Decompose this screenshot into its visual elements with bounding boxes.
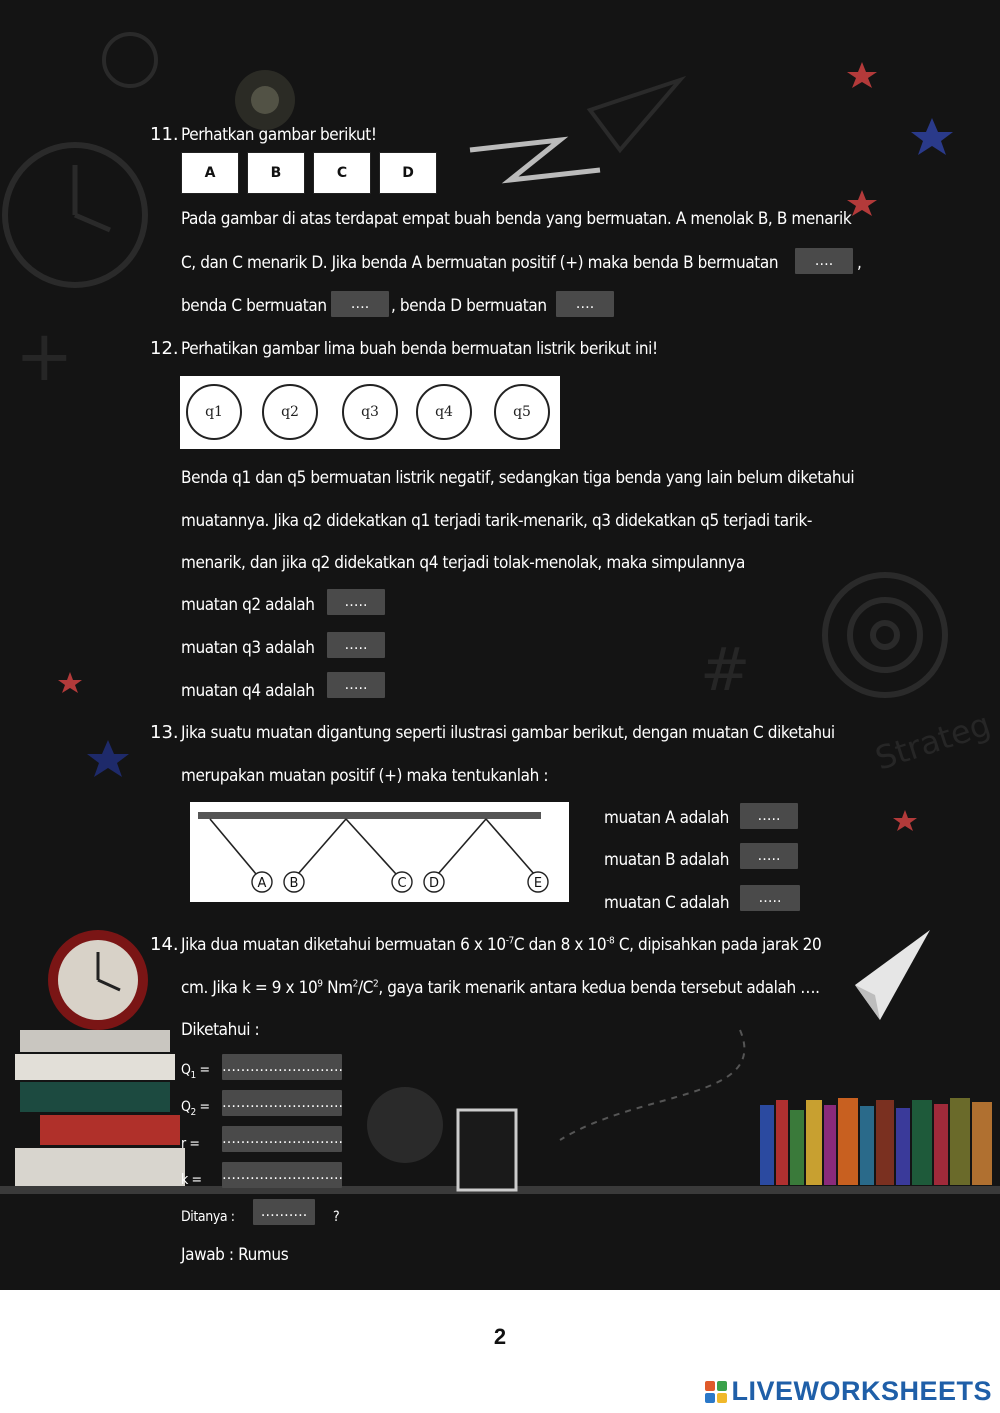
- charge-q1: q1: [186, 384, 242, 440]
- q14-ditanya-end: ?: [333, 1209, 340, 1225]
- q14-ditanya-input[interactable]: ……….: [253, 1199, 315, 1225]
- svg-text:#: #: [700, 635, 751, 705]
- q11-object-boxes: [181, 152, 437, 194]
- brand-name: LIVEWORKSHEETS: [731, 1376, 992, 1406]
- object-box-b: B: [247, 152, 305, 194]
- q14-number: 14.: [150, 934, 179, 955]
- ball-d-label: D: [428, 876, 440, 891]
- q12-text-line1: Benda q1 dan q5 bermuatan listrik negatif, sedangkan tiga benda yang lain belum diketahui: [181, 468, 855, 488]
- q12-answer-q3-input[interactable]: …..: [327, 632, 385, 658]
- q13-number: 13.: [150, 722, 179, 743]
- brand-grid-icon: [705, 1381, 727, 1403]
- q14-k-label: k =: [181, 1172, 202, 1188]
- q11-number: 11.: [150, 124, 179, 145]
- q11-text-line1: Pada gambar di atas terdapat empat buah benda yang bermuatan. A menolak B, B menarik: [181, 209, 852, 229]
- q12-answer-q2-label: muatan q2 adalah: [181, 595, 315, 615]
- q13-answer-c-input[interactable]: …..: [740, 885, 800, 911]
- ball-b-label: B: [289, 876, 299, 891]
- q12-text-line3: menarik, dan jika q2 didekatkan q4 terjadi tolak-menolak, maka simpulannya: [181, 553, 745, 573]
- q14-q1-label: $Q_1$ =: [181, 1062, 210, 1081]
- q14-q2-label: $Q_2$ =: [181, 1099, 210, 1118]
- q14-q1-input[interactable]: ……………………..: [222, 1054, 342, 1080]
- q13-answer-b-input[interactable]: …..: [740, 843, 798, 869]
- q13-text-line1: Jika suatu muatan digantung seperti ilustrasi gambar berikut, dengan muatan C diketahui: [181, 723, 835, 743]
- ball-e-label: E: [533, 876, 543, 891]
- q13-answer-b-label: muatan B adalah: [604, 850, 730, 870]
- charge-q5: q5: [494, 384, 550, 440]
- q14-k-input[interactable]: ……………………..: [222, 1162, 342, 1188]
- object-box-c: C: [313, 152, 371, 194]
- q14-r-label: r =: [181, 1136, 200, 1152]
- q14-diketahui-label: Diketahui :: [181, 1020, 260, 1040]
- q11-text-line2: C, dan C menarik D. Jika benda A bermuatan positif (+) maka benda B bermuatan: [181, 253, 779, 273]
- svg-text:Strateg: Strateg: [870, 704, 995, 778]
- q13-answer-c-label: muatan C adalah: [604, 893, 730, 913]
- q12-answer-q4-input[interactable]: …..: [327, 672, 385, 698]
- q11-answer-d-input[interactable]: ….: [556, 291, 614, 317]
- q11-title: Perhatkan gambar berikut!: [181, 125, 377, 145]
- object-box-a: A: [181, 152, 239, 194]
- q14-ditanya-label: Ditanya :: [181, 1209, 235, 1225]
- charge-q3: q3: [342, 384, 398, 440]
- q14-q2-input[interactable]: ……………………..: [222, 1090, 342, 1116]
- object-box-d: D: [379, 152, 437, 194]
- q12-text-line2: muatannya. Jika q2 didekatkan q1 terjadi tarik-menarik, q3 didekatkan q5 terjadi tarik-: [181, 511, 813, 531]
- q11-answer-b-input[interactable]: ….: [795, 248, 853, 274]
- q13-answer-a-input[interactable]: …..: [740, 803, 798, 829]
- q13-hanging-charges-figure: [190, 802, 569, 902]
- q12-title: Perhatikan gambar lima buah benda bermuatan listrik berikut ini!: [181, 339, 658, 359]
- q12-answer-q4-label: muatan q4 adalah: [181, 681, 315, 701]
- q14-r-input[interactable]: ……………………..: [222, 1126, 342, 1152]
- charge-q2: q2: [262, 384, 318, 440]
- q12-charges-figure: [180, 376, 560, 449]
- q14-text-line1: Jika dua muatan diketahui bermuatan 6 x $10^{-7}C$ dan 8 x $10^{-8}$ C, dipisahkan pada jarak 20: [181, 935, 822, 955]
- q11-comma: ,: [857, 253, 862, 273]
- q11-text-line3b: , benda D bermuatan: [391, 296, 547, 316]
- liveworksheets-logo[interactable]: [705, 1376, 992, 1407]
- ball-a-label: A: [257, 876, 267, 891]
- support-rod: [198, 812, 541, 819]
- q11-text-line3a: benda C bermuatan: [181, 296, 327, 316]
- hanging-charges-diagram: [190, 802, 569, 902]
- q14-jawab-label: Jawab : Rumus: [181, 1245, 289, 1265]
- page-number: 2: [493, 1324, 507, 1349]
- q14-text-line2: cm. Jika k = 9 x $10^9$ $Nm^2/C^2$, gaya tarik menarik antara kedua benda tersebut adalah ….: [181, 978, 820, 998]
- q12-answer-q3-label: muatan q3 adalah: [181, 638, 315, 658]
- svg-text:+: +: [15, 315, 74, 397]
- charge-q4: q4: [416, 384, 472, 440]
- q13-answer-a-label: muatan A adalah: [604, 808, 729, 828]
- q12-number: 12.: [150, 338, 179, 359]
- q11-answer-c-input[interactable]: ….: [331, 291, 389, 317]
- ball-c-label: C: [397, 876, 407, 891]
- q12-answer-q2-input[interactable]: …..: [327, 589, 385, 615]
- q13-text-line2: merupakan muatan positif (+) maka tentukanlah :: [181, 766, 549, 786]
